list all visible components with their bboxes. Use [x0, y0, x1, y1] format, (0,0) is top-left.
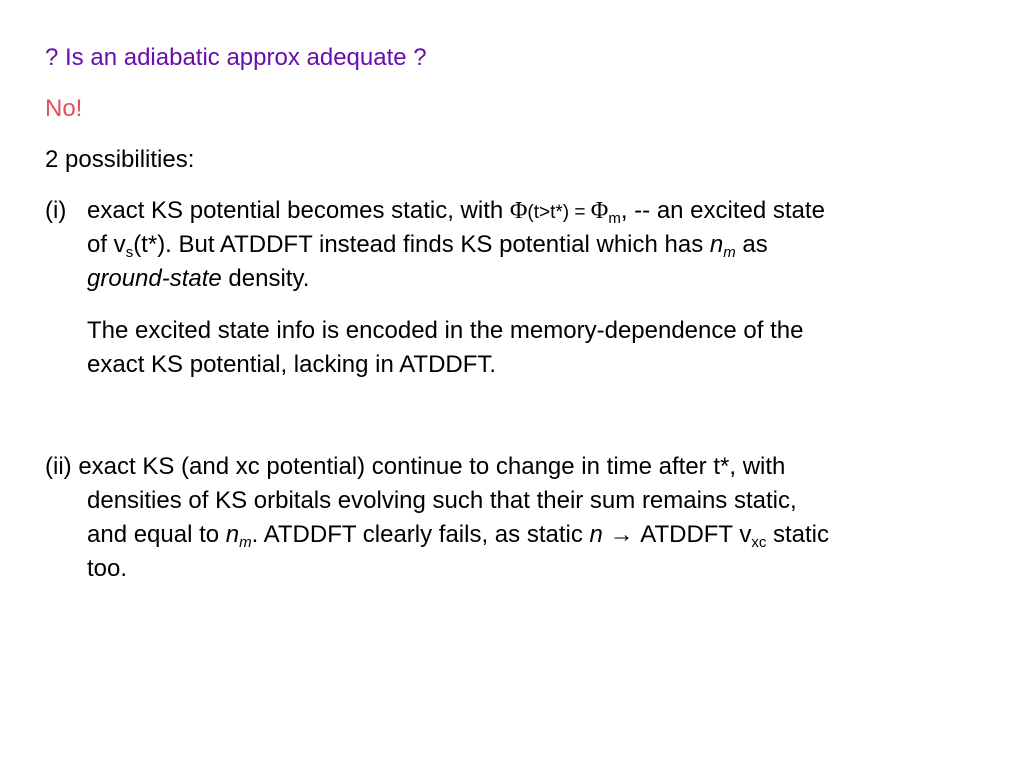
text-run: density.: [221, 265, 310, 292]
text-run: (t*). But ATDDFT instead finds KS potential which has: [133, 231, 710, 258]
density-symbol: n: [225, 521, 240, 548]
item-i-para-2-line-1: The excited state info is encoded in the memory-dependence of the: [87, 317, 804, 344]
item-ii-line-3: [87, 518, 829, 552]
text-run: of v: [87, 231, 126, 258]
text-run: and equal to: [87, 521, 226, 548]
item-ii-line-2: densities of KS orbitals evolving such that their sum remains static,: [87, 487, 797, 514]
item-i-marker: (i): [45, 197, 67, 224]
question-heading: ? Is an adiabatic approx adequate ?: [45, 44, 427, 71]
text-run: as: [735, 231, 768, 258]
item-i-line-2: [87, 228, 768, 262]
text-run: static: [766, 521, 830, 548]
density-symbol: n: [709, 231, 724, 258]
subscript: m: [608, 210, 621, 227]
subscript: xc: [751, 534, 767, 551]
density-symbol: n: [589, 521, 603, 548]
item-i-line-1: [87, 194, 825, 230]
possibilities-heading: 2 possibilities:: [45, 146, 195, 173]
right-arrow-icon: →: [602, 521, 641, 548]
answer-text: No!: [45, 95, 83, 122]
italic-text: ground-state: [87, 265, 222, 292]
phi-symbol: Φ: [590, 198, 609, 224]
item-i-para-2-line-2: exact KS potential, lacking in ATDDFT.: [87, 351, 497, 378]
text-run: , -- an excited state: [620, 197, 825, 224]
text-run: ATDDFT v: [640, 521, 752, 548]
item-i-line-3: [87, 262, 309, 296]
text-run: exact KS potential becomes static, with: [87, 197, 510, 224]
subscript: s: [125, 244, 134, 261]
phi-symbol: Φ: [509, 198, 528, 224]
text-run: (t>t*) =: [527, 202, 591, 223]
subscript: m: [723, 244, 736, 261]
subscript: m: [239, 534, 252, 551]
item-ii-line-4: too.: [87, 555, 128, 582]
item-ii-line-1: (ii) exact KS (and xc potential) continue to change in time after t*, with: [45, 453, 786, 480]
text-run: . ATDDFT clearly fails, as static: [251, 521, 590, 548]
